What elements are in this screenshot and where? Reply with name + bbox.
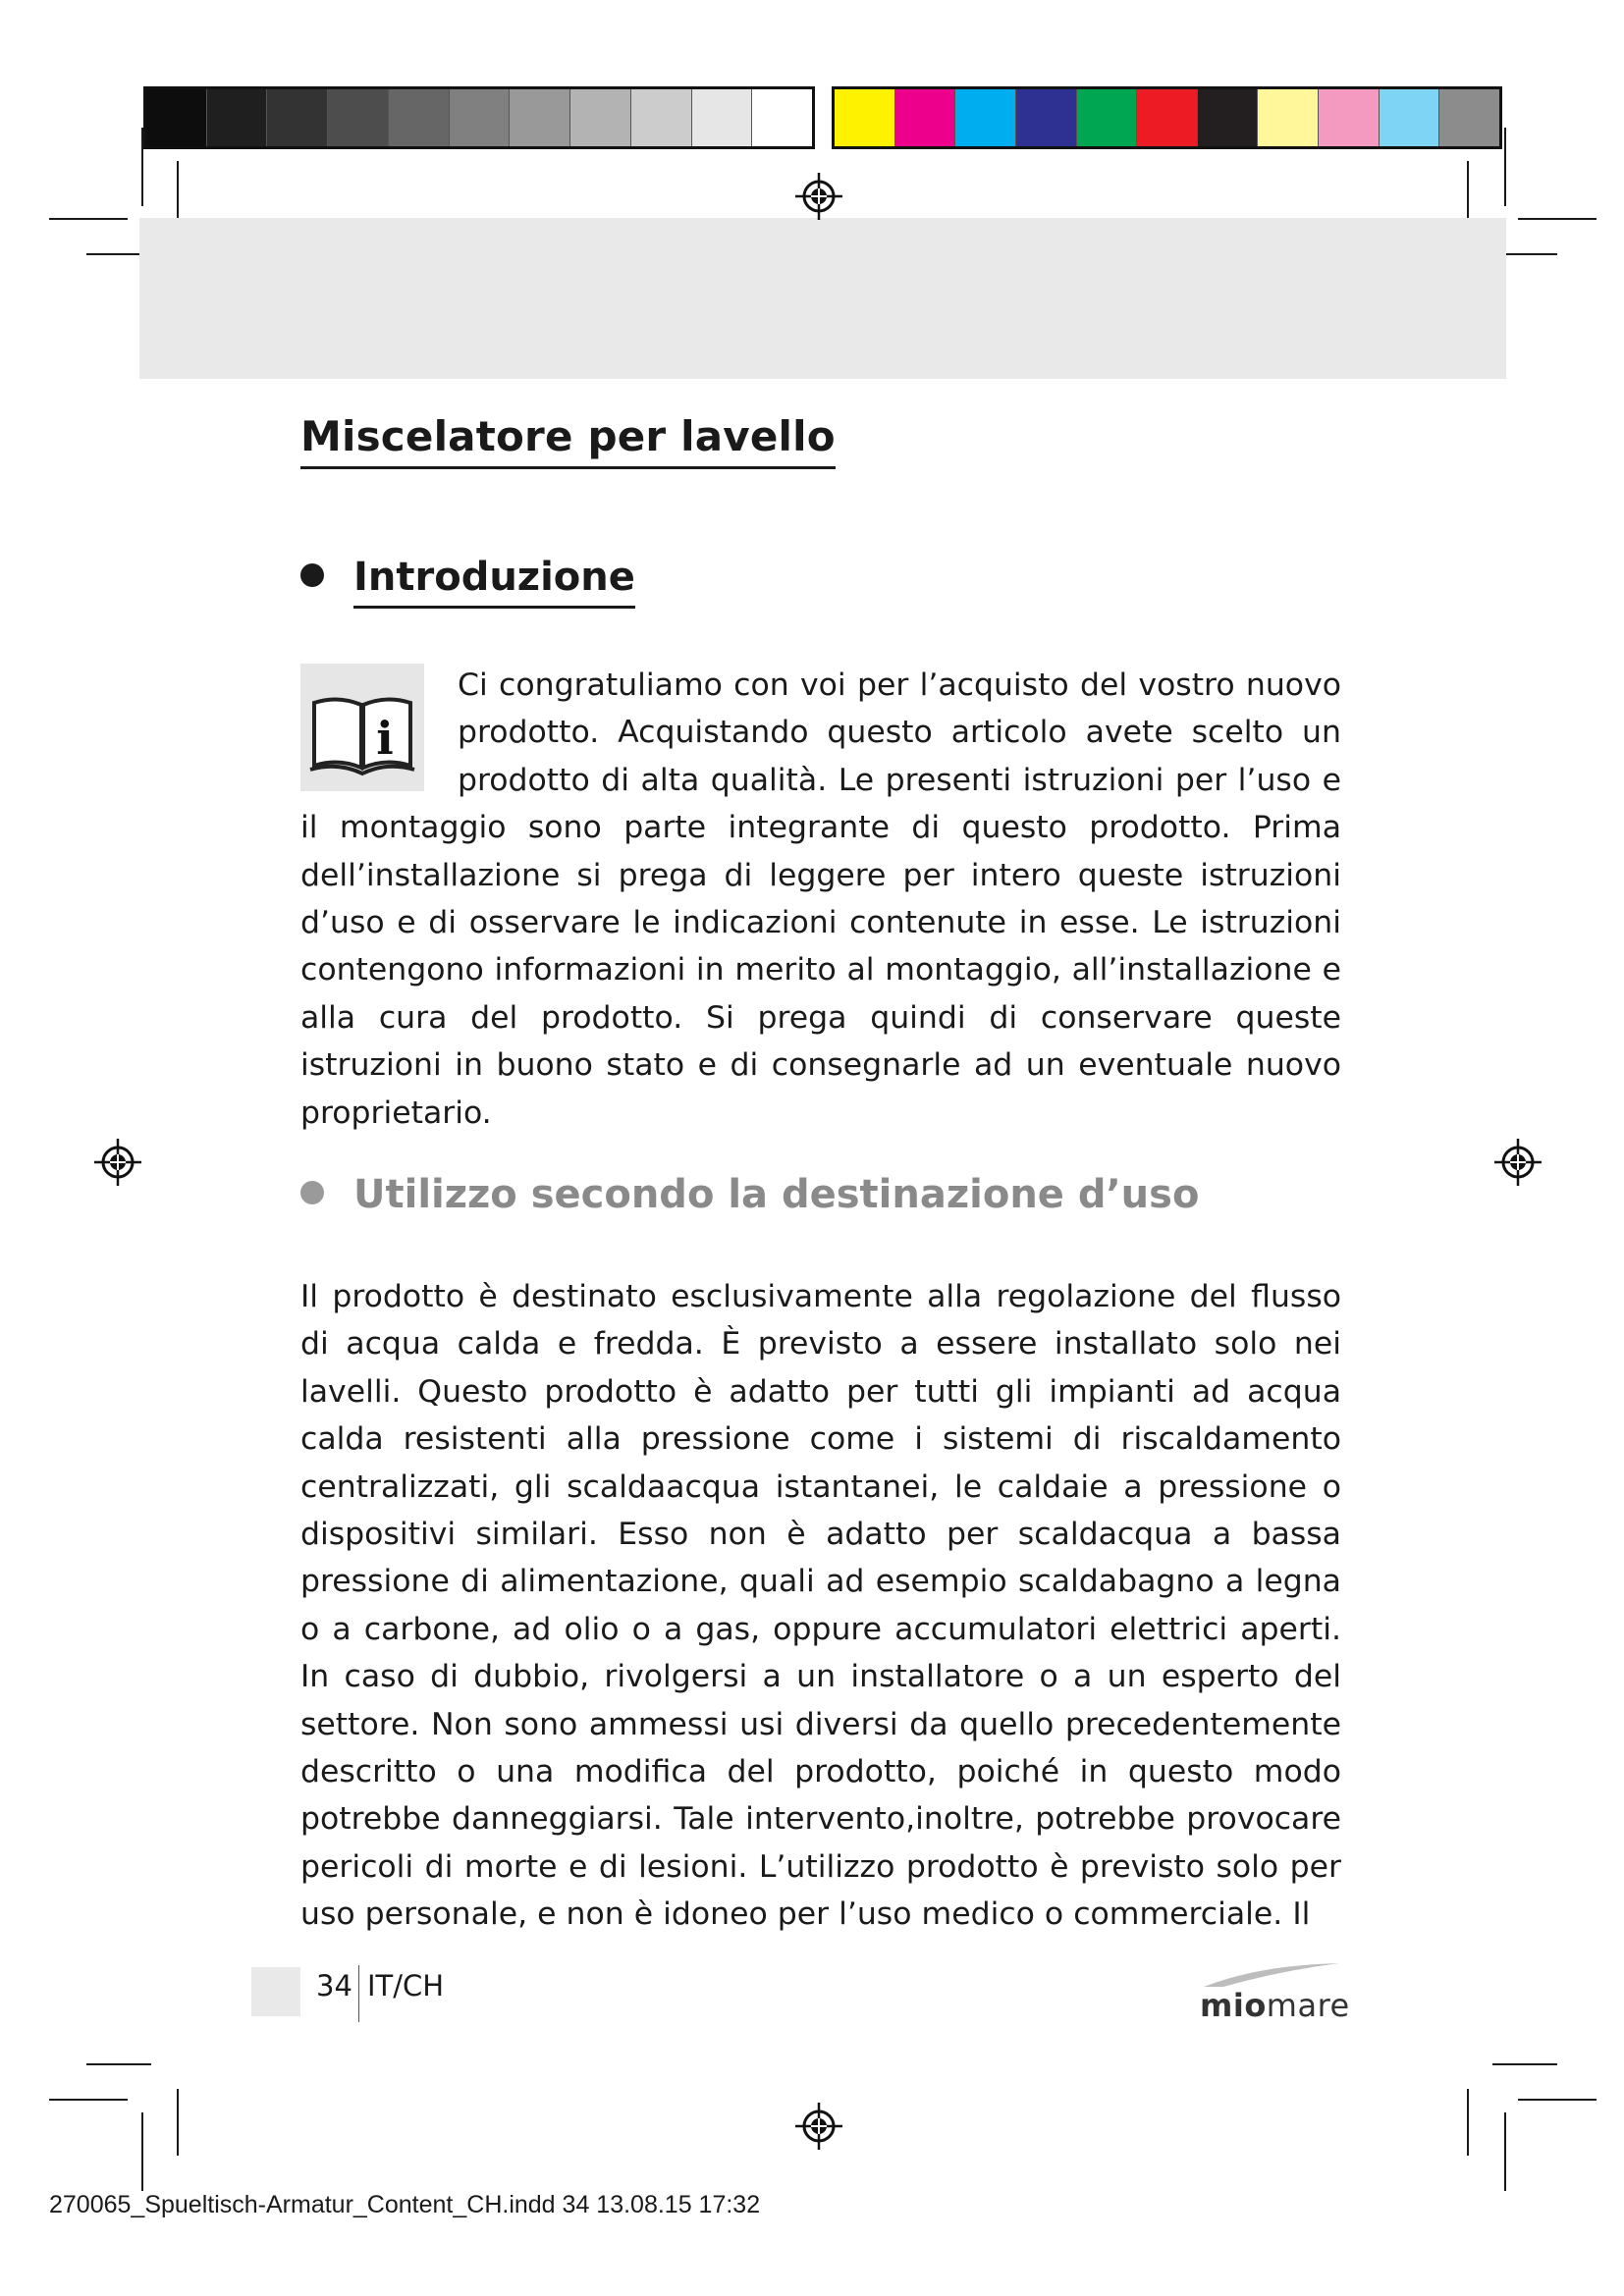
color-swatch [570,89,631,146]
color-swatch [450,89,511,146]
color-swatch [955,89,1016,146]
intended-use-paragraph: Il prodotto è destinato esclusivamente alla regolazione del flusso di acqua calda e fredda. È previsto a essere installato solo nei lavelli. Questo prodotto è adatto per tutti gli impianti ad acqua calda resistenti alla pressione come i sistemi di riscaldamento centralizzati, gli scaldaacqua istantanei, le caldaie a pressione o dispositivi similari. Esso non è adatto per scaldacqua a bassa pressione di alimentazione, quali ad esempio scaldabagno a legna o a carbone, ad olio o a gas, oppure accumulatori elettrici aperti. In caso di dubbio, rivolgersi a un installatore o a un esperto del settore. Non sono ammessi usi diversi da quello precedentemente descritto o una modifica del prodotto, poiché in questo modo potrebbe danneggiarsi. Tale intervento,inoltre, potrebbe provocare pericoli di morte e di lesioni. L’utilizzo prodotto è previsto solo per uso personale, e non è idoneo per l’uso medico o commerciale. Il [300,1279,1341,1933]
color-swatch [510,89,570,146]
page-number: 34 [316,1969,352,2002]
section-heading-introduzione: Introduzione [300,555,635,600]
registration-mark-icon [793,171,844,222]
bullet-dot-icon [300,563,324,587]
crop-mark [86,2063,151,2065]
brand-logo: miomare [1200,1987,1350,2024]
crop-mark [1518,218,1597,220]
crop-mark [177,2089,179,2156]
color-swatch [328,89,389,146]
color-swatch [1258,89,1319,146]
color-swatch [692,89,753,146]
crop-mark [1504,128,1506,206]
color-swatch [1016,89,1077,146]
color-swatch [752,89,812,146]
crop-mark [1504,2112,1506,2191]
crop-mark [141,2112,143,2191]
color-swatch [1439,89,1499,146]
svg-text:i: i [376,712,394,765]
footer-tab [251,1967,300,2016]
crop-mark [1492,2063,1557,2065]
color-swatch [895,89,956,146]
registration-mark-icon [1492,1137,1543,1188]
registration-mark-icon [793,2101,844,2152]
color-swatch [1380,89,1440,146]
color-swatch [1198,89,1259,146]
crop-mark [1467,2089,1469,2156]
crop-mark [141,128,143,206]
color-swatch [835,89,895,146]
document-title: Miscelatore per lavello [300,412,836,469]
color-swatch [267,89,328,146]
footer-divider [358,1965,359,2022]
color-swatch [146,89,207,146]
color-swatch [631,89,692,146]
crop-mark [49,218,128,220]
color-swatch [1319,89,1380,146]
section-heading-utilizzo: Utilizzo secondo la destinazione d’uso [300,1172,1199,1217]
color-swatch [1077,89,1138,146]
bullet-dot-icon [300,1181,324,1204]
crop-mark [1518,2099,1597,2101]
registration-mark-icon [92,1137,143,1188]
color-swatch [389,89,450,146]
color-swatch [1137,89,1198,146]
file-slug: 270065_Spueltisch-Armatur_Content_CH.indd 34 13.08.15 17:32 [49,2191,761,2218]
process-color-bar [832,86,1502,149]
crop-mark [49,2099,128,2101]
intro-paragraph: Ci congratuliamo con voi per l’acquisto del vostro nuovo prodotto. Acquistando questo articolo avete scelto un prodotto di alta qualità. Le presenti istruzioni per l’uso e il montaggio sono parte integrante di questo prodotto. Prima dell’installazione si prega di leggere per intero queste istruzioni d’uso e di osservare le indicazioni contenute in esse. Le istruzioni contengono informazioni in merito al montaggio, all’installazione e alla cura del prodotto. Si prega quindi di conservare queste istruzioni in buono stato e di consegnarle ad un eventuale nuovo proprietario. [300,667,1341,1131]
header-band [139,218,1506,379]
grayscale-color-bar [143,86,815,149]
color-swatch [207,89,268,146]
page-region: IT/CH [367,1969,445,2002]
